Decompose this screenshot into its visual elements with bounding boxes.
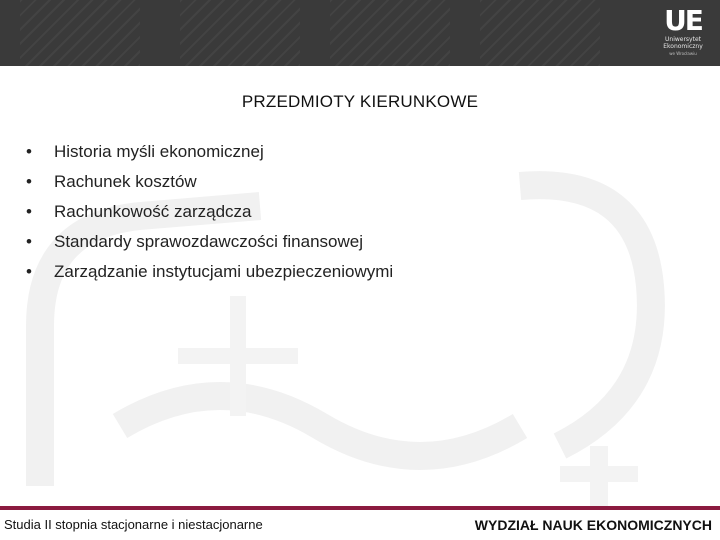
university-logo (654, 6, 712, 60)
logo-line-1: Uniwersytet (665, 36, 701, 43)
list-item (26, 140, 393, 170)
list-item (26, 230, 393, 260)
list-item-text: Rachunkowość zarządcza (54, 202, 252, 221)
bullet-icon: • (26, 172, 32, 191)
bullet-icon: • (26, 142, 32, 161)
list-item (26, 200, 393, 230)
subject-list (26, 140, 393, 290)
list-item-text: Rachunek kosztów (54, 172, 197, 191)
logo-line-2: Ekonomiczny (663, 43, 703, 50)
header-pattern-tile (180, 0, 300, 66)
header-pattern-tile (20, 0, 140, 66)
list-item (26, 260, 393, 290)
header-banner (0, 0, 720, 66)
footer-divider (0, 506, 720, 510)
bullet-icon: • (26, 262, 32, 281)
header-pattern-tile (480, 0, 600, 66)
list-item-text: Historia myśli ekonomicznej (54, 142, 264, 161)
logo-mark: UE (664, 4, 702, 37)
list-item (26, 170, 393, 200)
bullet-icon: • (26, 232, 32, 251)
logo-line-3: we Wrocławiu (669, 51, 697, 56)
footer-study-mode: Studia II stopnia stacjonarne i niestacjonarne (4, 517, 263, 532)
list-item-text: Zarządzanie instytucjami ubezpieczeniowymi (54, 262, 394, 281)
bullet-icon: • (26, 202, 32, 221)
list-item-text: Standardy sprawozdawczości finansowej (54, 232, 363, 251)
slide-title: PRZEDMIOTY KIERUNKOWE (241, 92, 479, 111)
footer-faculty-name: WYDZIAŁ NAUK EKONOMICZNYCH (474, 517, 712, 533)
header-pattern-tile (330, 0, 450, 66)
